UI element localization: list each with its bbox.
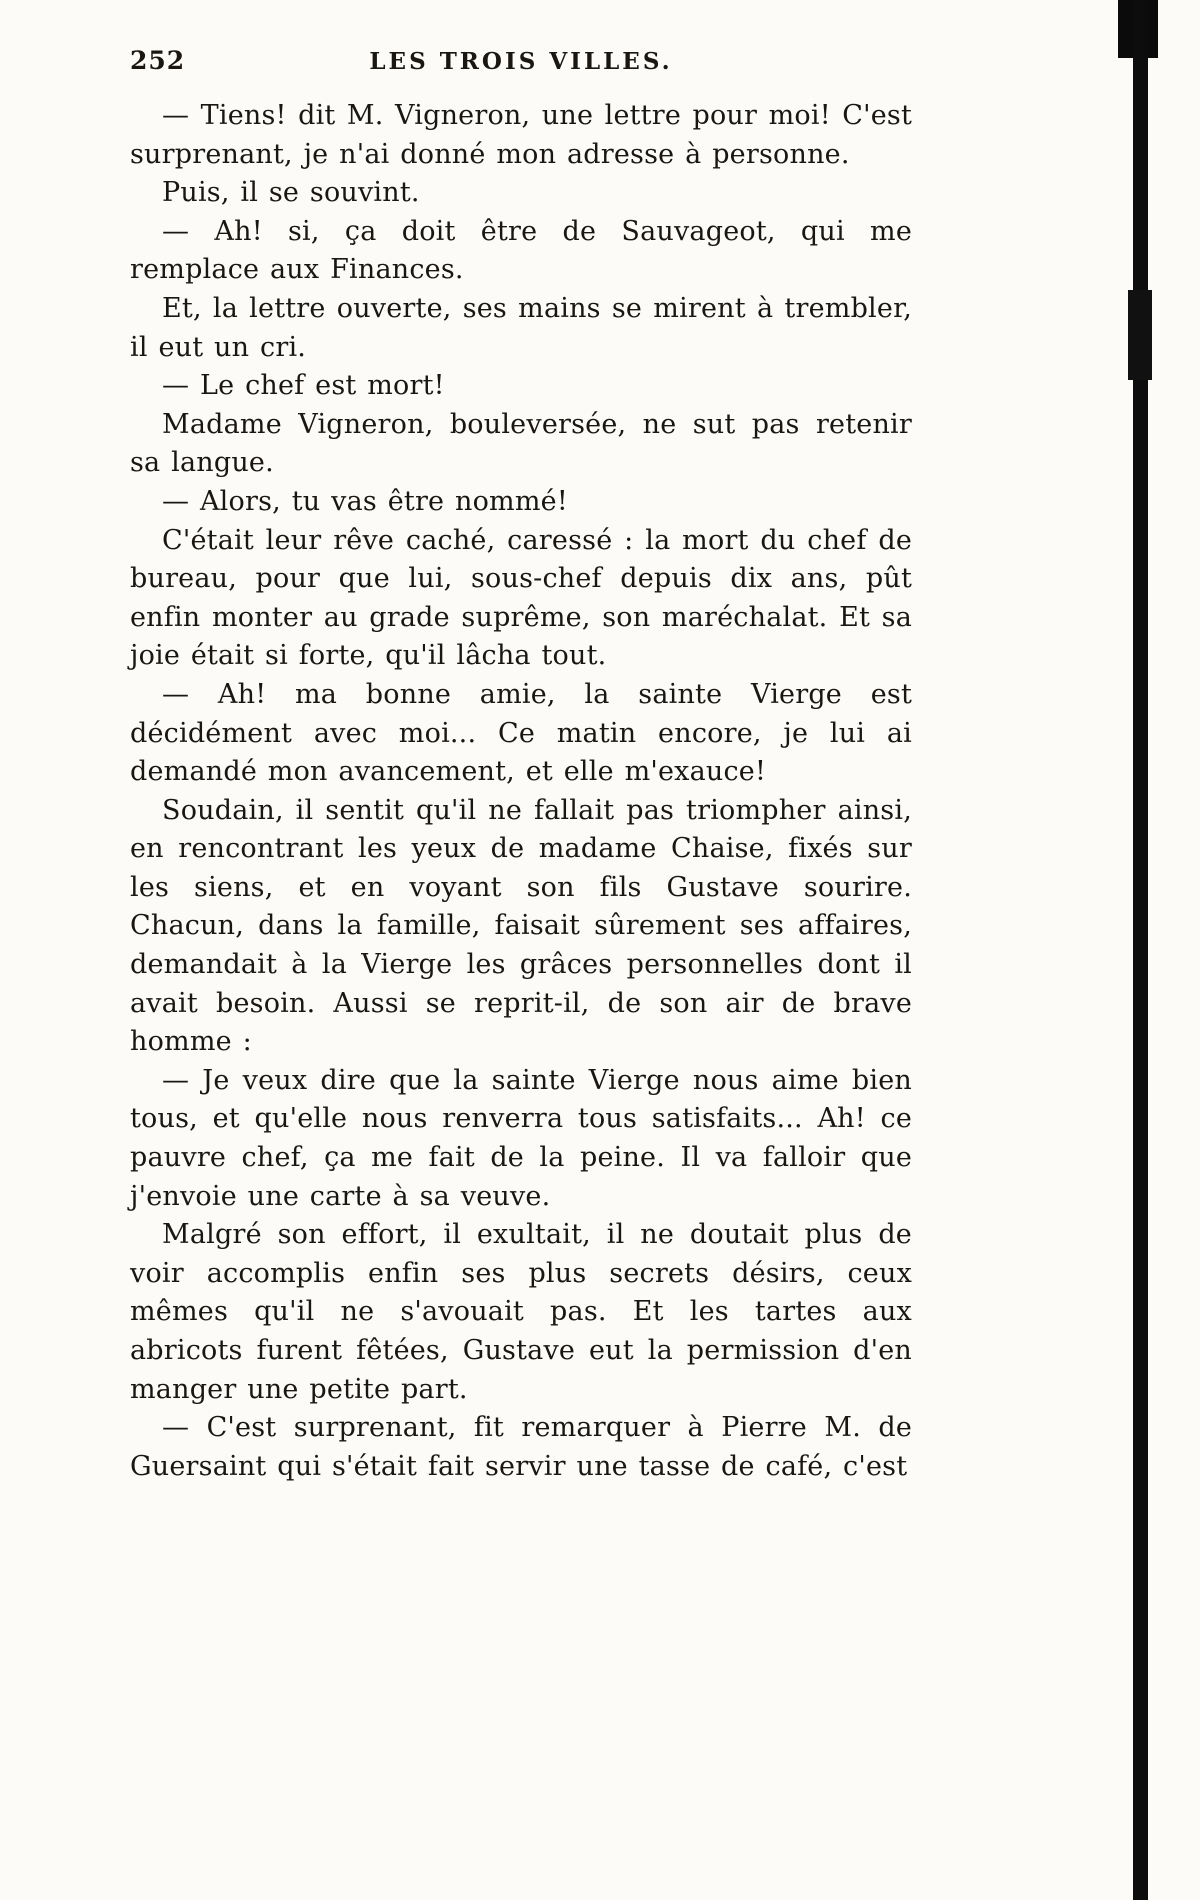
running-title: LES TROIS VILLES. xyxy=(369,48,673,75)
paragraph: Soudain, il sentit qu'il ne fallait pas triompher ainsi, en rencontrant les yeux de madame Chaise, fixés sur les siens, et en voyant son fils Gustave sourire. Chacun, dans la famille, faisait sûrement ses affaires, demandait à la Vierge les grâces personnelles dont il avait besoin. Aussi se reprit-il, de son air de brave homme : xyxy=(130,794,912,1058)
paragraph: C'était leur rêve caché, caressé : la mort du chef de bureau, pour que lui, sous-chef depuis dix ans, pût enfin monter au grade suprême, son maréchalat. Et sa joie était si forte, qu'il lâcha tout. xyxy=(130,524,912,672)
paragraph: Malgré son effort, il exultait, il ne doutait plus de voir accomplis enfin ses plus secrets désirs, ceux mêmes qu'il ne s'avouait pas. Et les tartes aux abricots furent fêtées, Gustave eut la permission d'en manger une petite part. xyxy=(130,1219,912,1405)
page-header xyxy=(130,46,912,80)
paragraph: Et, la lettre ouverte, ses mains se mirent à trembler, il eut un cri. xyxy=(130,292,912,363)
scan-edge-mid-shadow xyxy=(1128,290,1152,380)
paragraph: — Ah! si, ça doit être de Sauvageot, qui me remplace aux Finances. xyxy=(130,215,912,286)
paragraph: — Alors, tu vas être nommé! xyxy=(162,485,568,517)
paragraph: — C'est surprenant, fit remarquer à Pierre M. de Guersaint qui s'était fait servir une tasse de café, c'est xyxy=(130,1412,912,1482)
text-block xyxy=(130,97,912,1486)
paragraph: Madame Vigneron, bouleversée, ne sut pas retenir sa langue. xyxy=(130,408,912,479)
page-number: 252 xyxy=(130,46,186,75)
paragraph: — Je veux dire que la sainte Vierge nous aime bien tous, et qu'elle nous renverra tous satisfaits... Ah! ce pauvre chef, ça me fait de la peine. Il va falloir que j'envoie une carte à sa veuve. xyxy=(130,1064,912,1212)
paragraph: — Ah! ma bonne amie, la sainte Vierge est décidément avec moi... Ce matin encore, je lui ai demandé mon avancement, et elle m'exauce! xyxy=(130,678,912,788)
paragraph: — Tiens! dit M. Vigneron, une lettre pour moi! C'est surprenant, je n'ai donné mon adresse à personne. xyxy=(130,100,912,170)
scan-edge-binding-shadow xyxy=(1133,0,1148,1900)
paragraph: — Le chef est mort! xyxy=(162,370,445,402)
paragraph: Puis, il se souvint. xyxy=(162,177,420,209)
